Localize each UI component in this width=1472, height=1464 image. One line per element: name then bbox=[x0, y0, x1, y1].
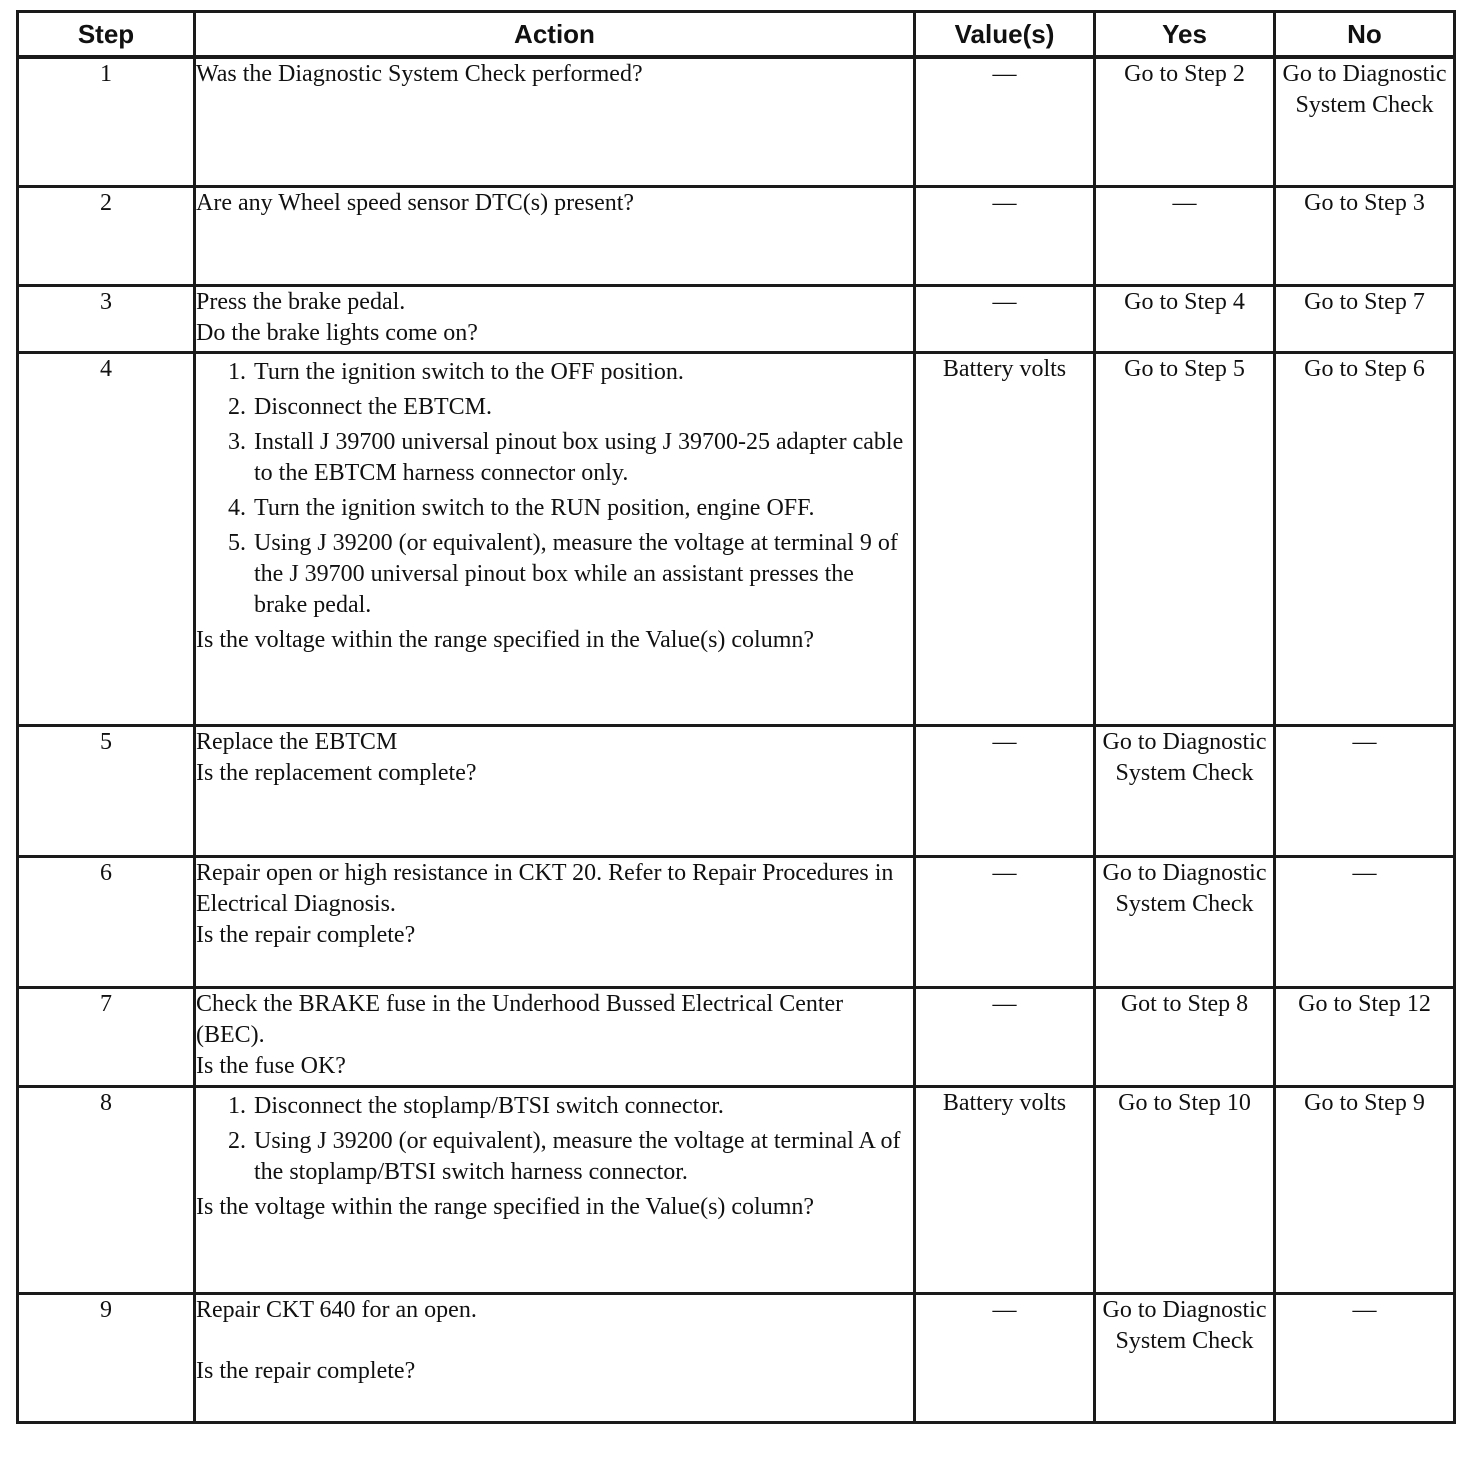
step-number: 5 bbox=[18, 726, 195, 857]
substep-item: 1. Disconnect the stoplamp/BTSI switch connector. bbox=[252, 1091, 913, 1122]
yes-cell: Go to Step 4 bbox=[1095, 286, 1275, 353]
no-cell: Go to Step 12 bbox=[1275, 988, 1455, 1087]
action-cell bbox=[195, 57, 915, 187]
substep-list bbox=[196, 357, 913, 621]
yes-cell: Go to Diagnostic System Check bbox=[1095, 1294, 1275, 1423]
step-number: 8 bbox=[18, 1087, 195, 1294]
action-question: Is the replacement complete? bbox=[196, 760, 477, 786]
action-cell bbox=[195, 353, 915, 726]
substep-item: 2. Using J 39200 (or equivalent), measure the voltage at terminal A of the stoplamp/BTSI switch harness connector. bbox=[252, 1126, 913, 1188]
table-row bbox=[18, 1294, 1455, 1423]
substep-item: 5. Using J 39200 (or equivalent), measure the voltage at terminal 9 of the J 39700 universal pinout box while an assistant presses the brake pedal. bbox=[252, 528, 913, 621]
header-no: No bbox=[1275, 12, 1455, 58]
action-question: Is the repair complete? bbox=[196, 1358, 416, 1384]
action-question: Is the repair complete? bbox=[196, 922, 416, 948]
action-cell bbox=[195, 187, 915, 286]
action-question: Is the voltage within the range specified in the Value(s) column? bbox=[196, 627, 815, 653]
table-row bbox=[18, 286, 1455, 353]
no-cell: Go to Step 6 bbox=[1275, 353, 1455, 726]
substep-item: 4. Turn the ignition switch to the RUN position, engine OFF. bbox=[252, 493, 913, 524]
table-row bbox=[18, 57, 1455, 187]
substep-item: 3. Install J 39700 universal pinout box using J 39700-25 adapter cable to the EBTCM harness connector only. bbox=[252, 427, 913, 489]
action-cell bbox=[195, 726, 915, 857]
no-cell: — bbox=[1275, 857, 1455, 988]
step-number: 3 bbox=[18, 286, 195, 353]
spacer bbox=[196, 1326, 913, 1356]
action-text: Check the BRAKE fuse in the Underhood Bussed Electrical Center (BEC). bbox=[196, 991, 844, 1048]
step-number: 1 bbox=[18, 57, 195, 187]
substep-item: 1. Turn the ignition switch to the OFF position. bbox=[252, 357, 913, 388]
header-step: Step bbox=[18, 12, 195, 58]
action-question: Is the fuse OK? bbox=[196, 1053, 346, 1079]
value-cell: Battery volts bbox=[915, 353, 1095, 726]
no-cell: — bbox=[1275, 726, 1455, 857]
header-yes: Yes bbox=[1095, 12, 1275, 58]
step-number: 6 bbox=[18, 857, 195, 988]
action-cell bbox=[195, 1087, 915, 1294]
table-row bbox=[18, 988, 1455, 1087]
value-cell: — bbox=[915, 57, 1095, 187]
yes-cell: Go to Step 5 bbox=[1095, 353, 1275, 726]
value-cell: — bbox=[915, 857, 1095, 988]
table-row bbox=[18, 1087, 1455, 1294]
action-text: Repair CKT 640 for an open. bbox=[196, 1297, 477, 1323]
table-row bbox=[18, 726, 1455, 857]
action-question: Do the brake lights come on? bbox=[196, 320, 478, 346]
yes-cell: Go to Diagnostic System Check bbox=[1095, 857, 1275, 988]
action-text: Are any Wheel speed sensor DTC(s) present? bbox=[196, 190, 635, 216]
substep-item: 2. Disconnect the EBTCM. bbox=[252, 392, 913, 423]
substep-list bbox=[196, 1091, 913, 1188]
yes-cell: Got to Step 8 bbox=[1095, 988, 1275, 1087]
action-text: Press the brake pedal. bbox=[196, 289, 406, 315]
step-number: 2 bbox=[18, 187, 195, 286]
table-row bbox=[18, 187, 1455, 286]
header-values: Value(s) bbox=[915, 12, 1095, 58]
step-number: 7 bbox=[18, 988, 195, 1087]
header-action: Action bbox=[195, 12, 915, 58]
no-cell: Go to Step 7 bbox=[1275, 286, 1455, 353]
action-cell bbox=[195, 1294, 915, 1423]
no-cell: Go to Step 3 bbox=[1275, 187, 1455, 286]
value-cell: — bbox=[915, 286, 1095, 353]
yes-cell: — bbox=[1095, 187, 1275, 286]
action-text: Replace the EBTCM bbox=[196, 729, 398, 755]
yes-cell: Go to Diagnostic System Check bbox=[1095, 726, 1275, 857]
diagnostic-table-container bbox=[16, 10, 1453, 1424]
action-cell bbox=[195, 286, 915, 353]
table-row bbox=[18, 353, 1455, 726]
action-cell bbox=[195, 988, 915, 1087]
yes-cell: Go to Step 10 bbox=[1095, 1087, 1275, 1294]
diagnostic-table bbox=[16, 10, 1456, 1424]
action-question: Is the voltage within the range specified in the Value(s) column? bbox=[196, 1194, 815, 1220]
no-cell: Go to Diagnostic System Check bbox=[1275, 57, 1455, 187]
no-cell: — bbox=[1275, 1294, 1455, 1423]
value-cell: — bbox=[915, 187, 1095, 286]
step-number: 9 bbox=[18, 1294, 195, 1423]
value-cell: — bbox=[915, 988, 1095, 1087]
action-cell bbox=[195, 857, 915, 988]
no-cell: Go to Step 9 bbox=[1275, 1087, 1455, 1294]
step-number: 4 bbox=[18, 353, 195, 726]
action-text: Repair open or high resistance in CKT 20. Refer to Repair Procedures in Electrical Diagnosis. bbox=[196, 860, 894, 917]
value-cell: Battery volts bbox=[915, 1087, 1095, 1294]
yes-cell: Go to Step 2 bbox=[1095, 57, 1275, 187]
action-text: Was the Diagnostic System Check performed? bbox=[196, 61, 643, 87]
table-row bbox=[18, 857, 1455, 988]
value-cell: — bbox=[915, 726, 1095, 857]
header-row bbox=[18, 12, 1455, 58]
value-cell: — bbox=[915, 1294, 1095, 1423]
